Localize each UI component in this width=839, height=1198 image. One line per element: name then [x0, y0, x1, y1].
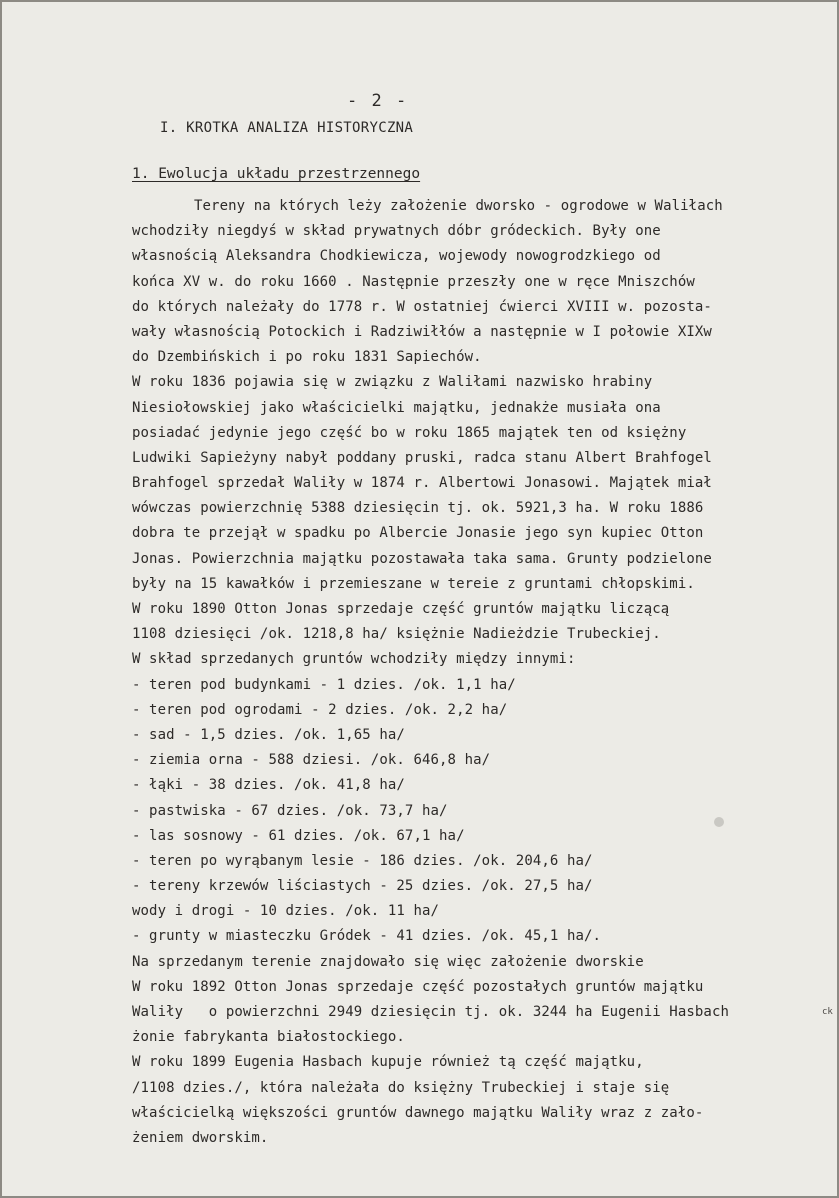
text-line: wówczas powierzchnię 5388 dziesięcin tj. ok. 5921,3 ha. W roku 1886	[132, 500, 704, 517]
text-line: dobra te przejął w spadku po Albercie Jonasie jego syn kupiec Otton	[132, 525, 704, 542]
text-line: Jonas. Powierzchnia majątku pozostawała taka sama. Grunty podzielone	[132, 550, 712, 567]
text-line: /1108 dzies./, która należała do księżny Trubeckiej i staje się	[132, 1079, 670, 1096]
margin-note: ck	[822, 1007, 833, 1017]
text-line: 1108 dziesięci /ok. 1218,8 ha/ księżnie Nadieżdzie Trubeckiej.	[132, 626, 661, 643]
list-item: wody i drogi - 10 dzies. /ok. 11 ha/	[132, 903, 440, 920]
list-item: - grunty w miasteczku Gródek - 41 dzies. /ok. 45,1 ha/.	[132, 928, 602, 945]
text-line: Brahfogel sprzedał Waliły w 1874 r. Albertowi Jonasowi. Majątek miał	[132, 475, 712, 492]
text-line: wchodziły niegdyś w skład prywatnych dóbr gródeckich. Były one	[132, 223, 661, 240]
text-line: właścicielką większości gruntów dawnego majątku Waliły wraz z zało-	[132, 1104, 704, 1121]
text-line: wały własnością Potockich i Radziwiłłów a następnie w I połowie XIXw	[132, 323, 712, 340]
list-item: - teren pod budynkami - 1 dzies. /ok. 1,1 ha/	[132, 676, 516, 693]
text-line: żeniem dworskim.	[132, 1129, 269, 1146]
text-line: W roku 1892 Otton Jonas sprzedaje część pozostałych gruntów majątku	[132, 978, 704, 995]
list-item: - sad - 1,5 dzies. /ok. 1,65 ha/	[132, 726, 405, 743]
subsection-heading: 1. Ewolucja układu przestrzennego	[132, 166, 421, 182]
text-line: posiadać jedynie jego część bo w roku 1865 majątek ten od księżny	[132, 424, 687, 441]
section-heading: I. KROTKA ANALIZA HISTORYCZNA	[160, 120, 414, 136]
text-line: Tereny na których leży założenie dworsko - ogrodowe w Waliłach	[194, 198, 723, 214]
text-line: W roku 1890 Otton Jonas sprzedaje część gruntów majątku liczącą	[132, 601, 670, 617]
text-line: do których należały do 1778 r. W ostatniej ćwierci XVIII w. pozosta-	[132, 298, 712, 315]
text-line: własnością Aleksandra Chodkiewicza, wojewody nowogrodzkiego od	[132, 248, 661, 265]
paper-blemish	[714, 817, 724, 827]
text-line: W roku 1836 pojawia się w związku z Waliłami nazwisko hrabiny	[132, 374, 653, 391]
text-line: Niesiołowskiej jako właścicielki majątku, jednakże musiała ona	[132, 399, 661, 416]
list-item: - ziemia orna - 588 dziesi. /ok. 646,8 ha/	[132, 752, 491, 769]
text-line: końca XV w. do roku 1660 . Następnie przeszły one w ręce Mniszchów	[132, 273, 695, 290]
text-line: do Dzembińskich i po roku 1831 Sapiechów.	[132, 349, 482, 366]
text-line: Waliły o powierzchni 2949 dziesięcin tj. ok. 3244 ha Eugenii Hasbach	[132, 1004, 730, 1020]
list-item: - tereny krzewów liściastych - 25 dzies. /ok. 27,5 ha/	[132, 878, 593, 895]
text-line: były na 15 kawałków i przemieszane w tereie z gruntami chłopskimi.	[132, 575, 695, 592]
text-line: Na sprzedanym terenie znajdowało się więc założenie dworskie	[132, 953, 644, 970]
list-item: - las sosnowy - 61 dzies. /ok. 67,1 ha/	[132, 827, 465, 844]
text-line: W skład sprzedanych gruntów wchodziły między innymi:	[132, 651, 576, 668]
list-item: - teren po wyrąbanym lesie - 186 dzies. /ok. 204,6 ha/	[132, 852, 593, 869]
list-item: - teren pod ogrodami - 2 dzies. /ok. 2,2 ha/	[132, 701, 508, 718]
text-line: żonie fabrykanta białostockiego.	[132, 1029, 405, 1046]
text-line: W roku 1899 Eugenia Hasbach kupuje również tą część majątku,	[132, 1054, 644, 1071]
text-line: Ludwiki Sapieżyny nabył poddany pruski, radca stanu Albert Brahfogel	[132, 449, 712, 466]
list-item: - pastwiska - 67 dzies. /ok. 73,7 ha/	[132, 802, 448, 819]
list-item: - łąki - 38 dzies. /ok. 41,8 ha/	[132, 777, 405, 794]
page-number: - 2 -	[347, 91, 409, 111]
document-body	[132, 194, 832, 1151]
